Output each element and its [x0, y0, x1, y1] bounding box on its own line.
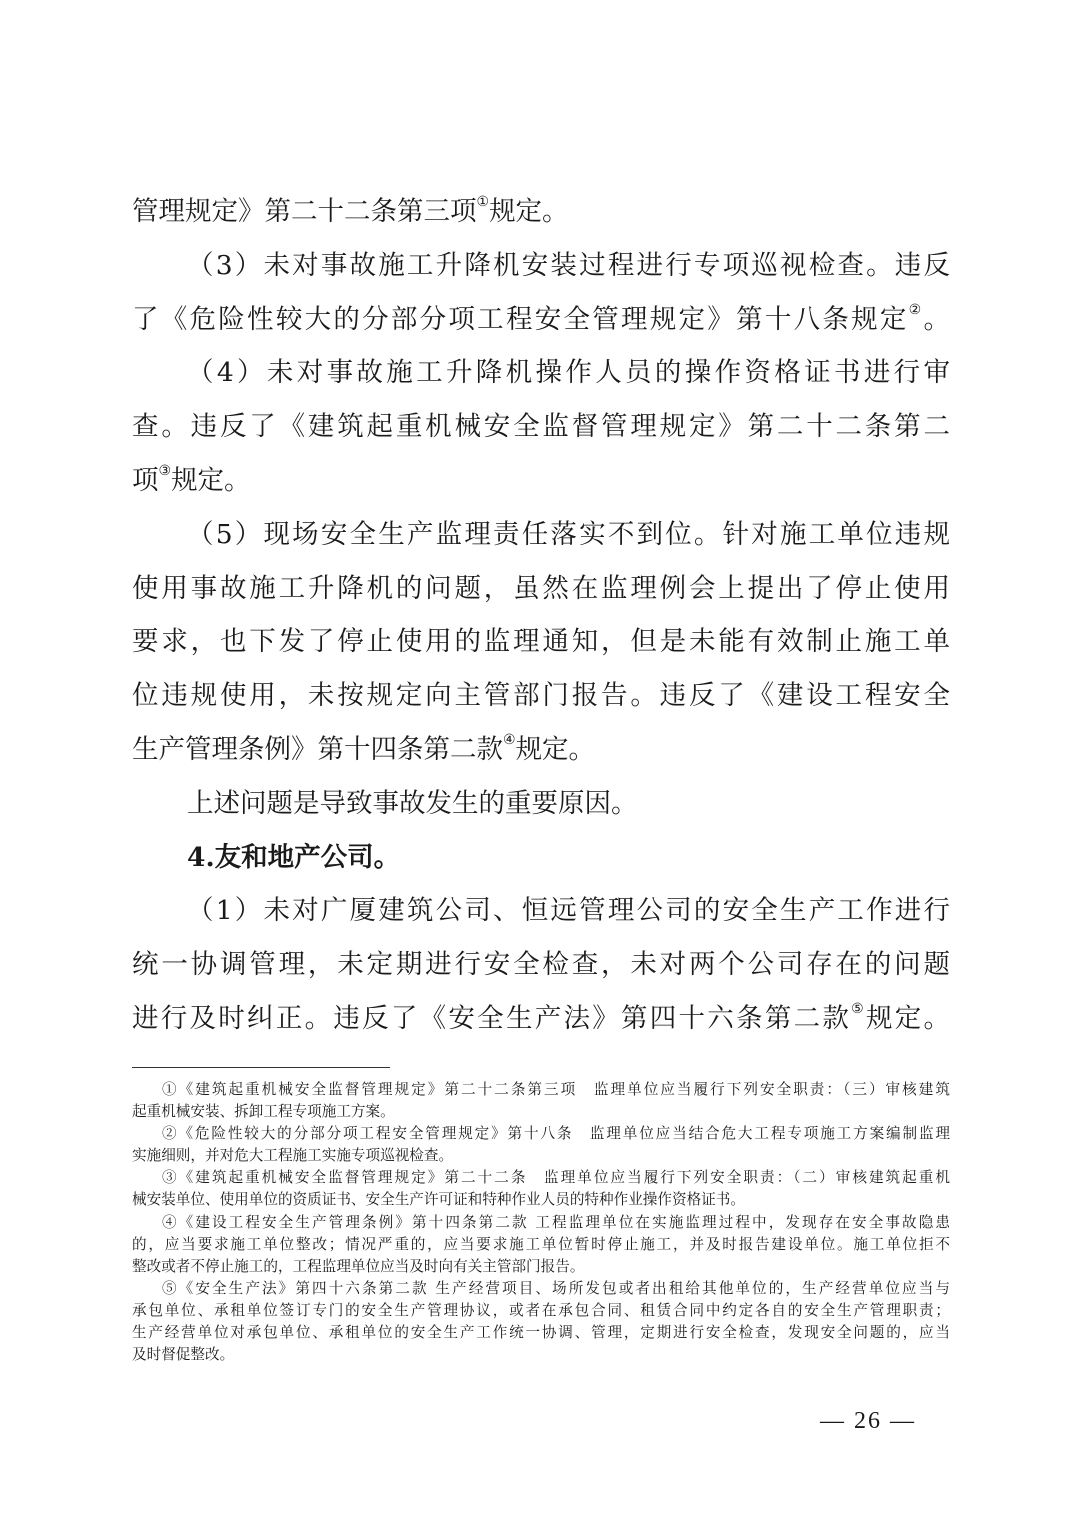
text: 的，应当要求施工单位整改；情况严重的，应当要求施工单位暂时停止施工，并及时报告建设单位。施工单位拒不: [132, 1235, 950, 1253]
body-line: [132, 777, 950, 831]
body-line: [132, 185, 950, 239]
text: 规定。: [515, 733, 596, 765]
body-line: [132, 400, 950, 454]
text: 要求，也下发了停止使用的监理通知，但是未能有效制止施工单: [132, 626, 950, 658]
footnote-line: [132, 1079, 950, 1101]
body-line: [132, 669, 950, 723]
text: 4.友和地产公司。: [187, 841, 401, 873]
text: 统一协调管理，未定期进行安全检查，未对两个公司存在的问题: [132, 949, 950, 981]
text: 及时督促整改。: [132, 1346, 235, 1364]
footnote-line: [132, 1300, 950, 1322]
body-line: [132, 831, 950, 885]
footnote-reference[interactable]: ③: [158, 463, 172, 480]
footnotes: [132, 1079, 950, 1366]
footnote-divider: [132, 1067, 390, 1068]
body-line: [132, 938, 950, 992]
text: 使用事故施工升降机的问题，虽然在监理例会上提出了停止使用: [132, 572, 950, 604]
footnote-line: [132, 1167, 950, 1189]
text: 规定。: [865, 1002, 950, 1034]
text: 规定。: [489, 196, 569, 227]
text: 整改或者不停止施工的，工程监理单位应当及时向有关主管部门报告。: [132, 1257, 585, 1275]
text: 管理规定》第二十二条第三项: [132, 196, 477, 227]
footnote-line: [132, 1101, 950, 1123]
text: ②《危险性较大的分部分项工程安全管理规定》第十八条 监理单位应当结合危大工程专项施工方案编制监理: [162, 1125, 950, 1143]
body-line: [132, 562, 950, 616]
footnote-line: [132, 1322, 950, 1344]
footnote-line: [132, 1278, 950, 1300]
footnote-reference[interactable]: ⑤: [851, 1001, 866, 1018]
body-text: [132, 185, 950, 1046]
page-number: — 26 —: [820, 1408, 916, 1434]
text: 。: [923, 303, 950, 335]
text: 生产经营单位对承包单位、承租单位的安全生产工作统一协调、管理，定期进行安全检查，发现安全问题的，应当: [132, 1324, 950, 1342]
text: 查。违反了《建筑起重机械安全监督管理规定》第二十二条第二: [132, 411, 950, 443]
text: 了《危险性较大的分部分项工程安全管理规定》第十八条规定: [132, 303, 909, 335]
text: 生产管理条例》第十四条第二款: [132, 733, 503, 765]
text: （1）未对广厦建筑公司、恒远管理公司的安全生产工作进行: [187, 895, 950, 927]
body-line: [132, 615, 950, 669]
body-line: [132, 508, 950, 562]
text: 规定。: [171, 464, 251, 496]
footnote-line: [132, 1123, 950, 1145]
text: 上述问题是导致事故发生的重要原因。: [187, 787, 638, 819]
footnote-line: [132, 1145, 950, 1167]
text: 位违规使用，未按规定向主管部门报告。违反了《建设工程安全: [132, 680, 950, 712]
text: 进行及时纠正。违反了《安全生产法》第四十六条第二款: [132, 1002, 852, 1034]
text: 起重机械安装、拆卸工程专项施工方案。: [132, 1103, 395, 1121]
body-line: [132, 454, 950, 508]
body-line: [132, 239, 950, 293]
text: 实施细则，并对危大工程施工实施专项巡视检查。: [132, 1147, 454, 1165]
footnote-reference[interactable]: ②: [908, 301, 924, 318]
body-line: [132, 723, 950, 777]
footnote-reference[interactable]: ①: [476, 194, 490, 211]
footnote-line: [132, 1212, 950, 1234]
footnote-line: [132, 1344, 950, 1366]
footnote-line: [132, 1234, 950, 1256]
body-line: [132, 346, 950, 400]
body-line: [132, 992, 950, 1046]
body-line: [132, 884, 950, 938]
text: ①《建筑起重机械安全监督管理规定》第二十二条第三项 监理单位应当履行下列安全职责：（三）审核建筑: [162, 1081, 950, 1098]
footnote-line: [132, 1256, 950, 1278]
text: 项: [132, 464, 159, 496]
text: ③《建筑起重机械安全监督管理规定》第二十二条 监理单位应当履行下列安全职责：（二）审核建筑起重机: [162, 1169, 950, 1187]
footnote-line: [132, 1189, 950, 1211]
text: 械安装单位、使用单位的资质证书、安全生产许可证和特种作业人员的特种作业操作资格证书。: [132, 1191, 745, 1209]
footnote-reference[interactable]: ④: [503, 732, 516, 749]
text: （3）未对事故施工升降机安装过程进行专项巡视检查。违反: [187, 249, 950, 281]
text: ④《建设工程安全生产管理条例》第十四条第二款 工程监理单位在实施监理过程中，发现存在安全事故隐患: [162, 1213, 950, 1231]
text: （5）现场安全生产监理责任落实不到位。针对施工单位违规: [187, 518, 950, 550]
text: 承包单位、承租单位签订专门的安全生产管理协议，或者在承包合同、租赁合同中约定各自的安全生产管理职责；: [132, 1301, 950, 1319]
body-line: [132, 293, 950, 347]
text: ⑤《安全生产法》第四十六条第二款 生产经营项目、场所发包或者出租给其他单位的，生产经营单位应当与: [162, 1279, 950, 1297]
text: （4）未对事故施工升降机操作人员的操作资格证书进行审: [187, 357, 950, 389]
